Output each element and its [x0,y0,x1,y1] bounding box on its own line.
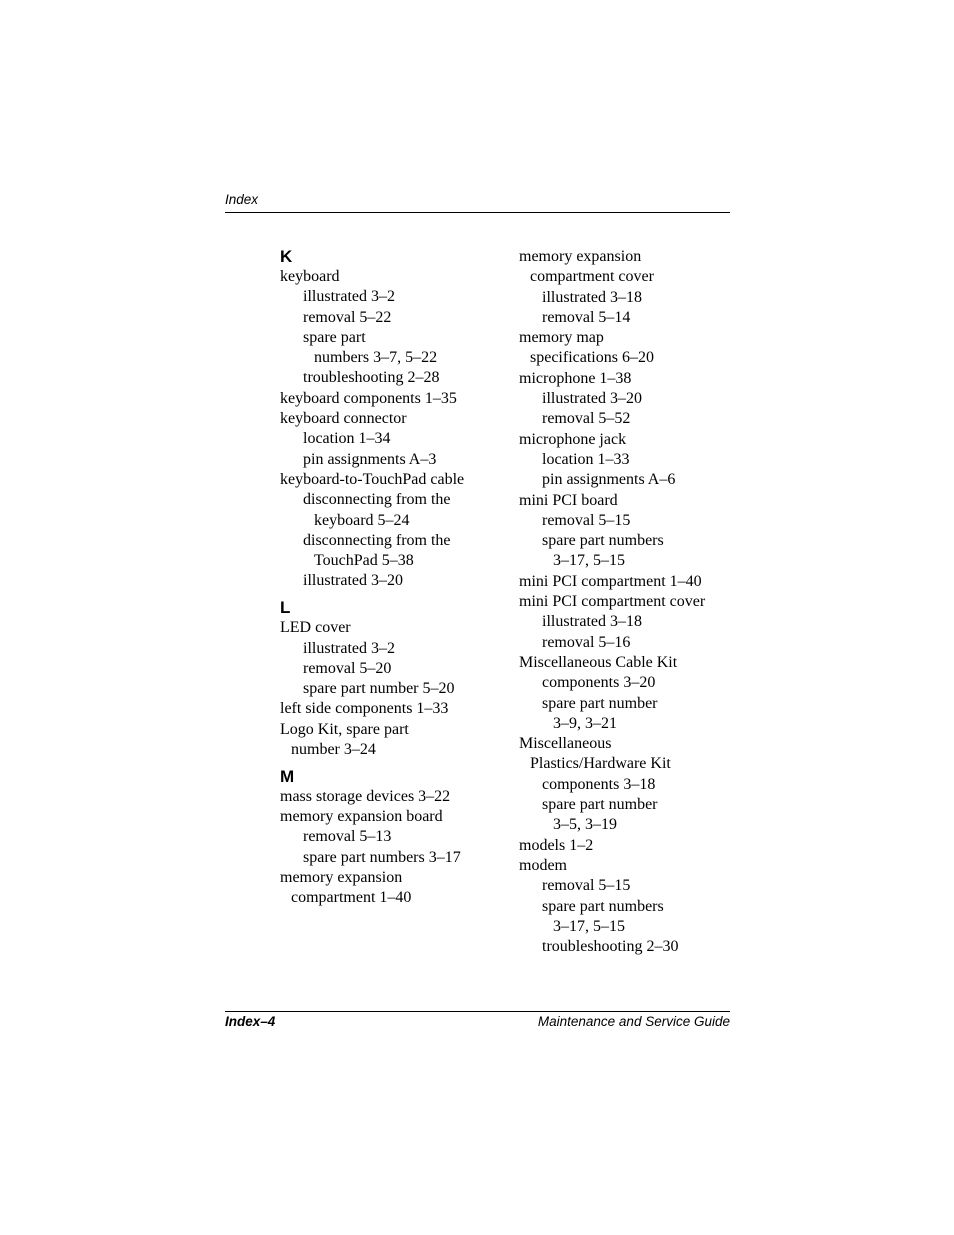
index-entry: modem [519,856,567,874]
header-rule [225,212,730,213]
index-entry: mass storage devices 3–22 [280,787,451,805]
index-entry: memory expansion [519,248,642,265]
index-subentry: removal 5–20 [303,659,392,677]
footer-rule [225,1011,730,1012]
index-column-right [519,247,759,957]
index-subentry: location 1–33 [542,450,630,468]
index-subentry: spare part [303,328,366,346]
index-subentry: illustrated 3–2 [303,639,395,657]
index-subentry: disconnecting from the [303,531,451,549]
index-entry: memory map [519,329,604,347]
index-subentry: spare part number 5–20 [303,680,455,698]
index-letter-m: M [280,766,295,786]
index-subentry: removal 5–52 [542,410,631,428]
index-continuation: specifications 6–20 [530,349,654,367]
index-continuation: number 3–24 [291,741,376,759]
index-entry: Miscellaneous Cable Kit [519,653,678,671]
header-section-label: Index [225,192,259,207]
index-entry: microphone jack [519,430,627,448]
index-letter-k: K [280,247,293,266]
index-subentry: troubleshooting 2–30 [542,938,679,956]
index-entry: left side components 1–33 [280,700,449,718]
index-continuation: 3–9, 3–21 [553,714,617,732]
index-entry: mini PCI board [519,491,618,509]
index-entry: Miscellaneous [519,735,612,753]
footer-guide-title: Maintenance and Service Guide [537,1014,730,1029]
index-subentry: removal 5–13 [303,828,392,846]
index-subentry: illustrated 3–18 [542,288,642,306]
index-subentry: illustrated 3–2 [303,288,395,306]
index-entry: mini PCI compartment cover [519,593,706,611]
index-subentry: spare part numbers [542,532,664,550]
index-subentry: spare part numbers [542,897,664,915]
index-continuation: Plastics/Hardware Kit [530,755,671,773]
index-entry: keyboard [280,268,340,285]
index-entry: mini PCI compartment 1–40 [519,572,702,590]
index-subentry: illustrated 3–20 [542,390,642,408]
index-subentry: spare part numbers 3–17 [303,848,461,866]
index-subentry: illustrated 3–20 [303,572,403,590]
index-subentry: removal 5–22 [303,308,392,326]
index-entry: models 1–2 [519,836,594,854]
index-entry: memory expansion [280,869,403,887]
index-entry: Logo Kit, spare part [280,720,409,738]
index-column-left [280,246,520,909]
index-continuation: keyboard 5–24 [314,511,410,529]
index-entry: microphone 1–38 [519,369,632,387]
index-entry: memory expansion board [280,808,443,826]
index-subentry: spare part number [542,694,658,712]
index-continuation: numbers 3–7, 5–22 [314,349,438,367]
index-subentry: removal 5–14 [542,308,631,326]
index-subentry: components 3–18 [542,775,656,793]
index-continuation: 3–17, 5–15 [553,552,625,570]
index-entry: keyboard-to-TouchPad cable [280,470,465,488]
index-continuation: TouchPad 5–38 [314,552,414,570]
index-subentry: removal 5–16 [542,633,631,651]
index-subentry: pin assignments A–6 [542,471,676,489]
index-continuation: compartment 1–40 [291,889,412,907]
index-subentry: troubleshooting 2–28 [303,369,440,387]
index-subentry: location 1–34 [303,430,391,448]
index-subentry: illustrated 3–18 [542,613,642,631]
index-entry: keyboard connector [280,410,407,428]
index-continuation: 3–17, 5–15 [553,917,625,935]
index-entry: keyboard components 1–35 [280,389,457,407]
index-subentry: components 3–20 [542,674,656,692]
index-entry: LED cover [280,619,351,637]
index-continuation: 3–5, 3–19 [553,816,617,834]
index-continuation: compartment cover [530,268,654,286]
footer-page-number: Index–4 [225,1014,276,1029]
index-subentry: pin assignments A–3 [303,450,437,468]
index-subentry: removal 5–15 [542,877,631,895]
index-subentry: spare part number [542,796,658,814]
index-letter-l: L [280,598,291,618]
index-subentry: removal 5–15 [542,511,631,529]
index-subentry: disconnecting from the [303,491,451,509]
